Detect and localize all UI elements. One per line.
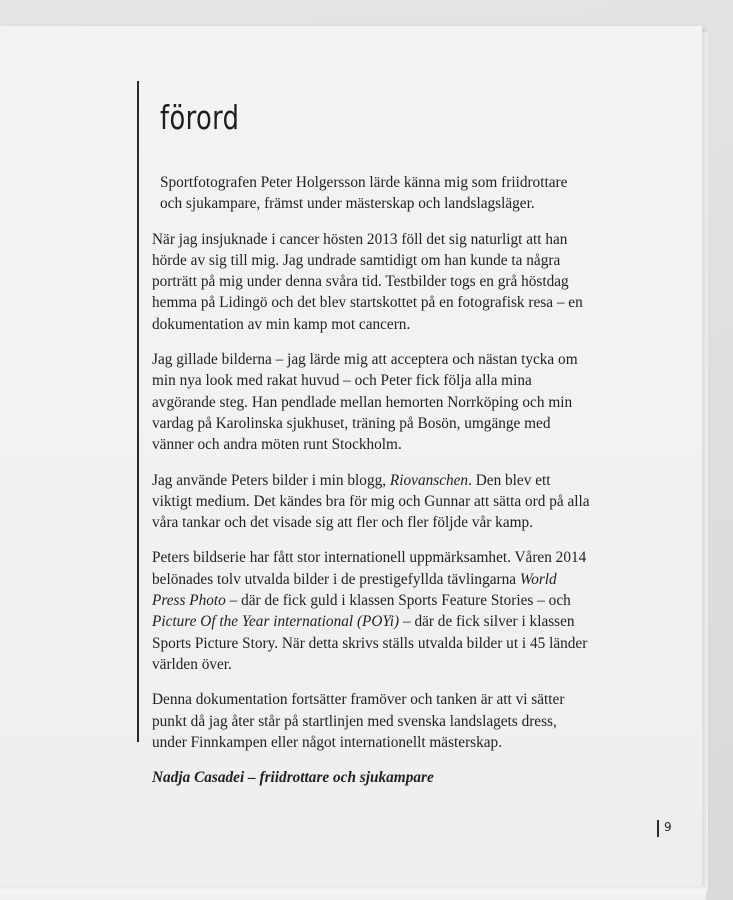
page-edge-right xyxy=(702,32,708,892)
page-number-bar xyxy=(657,820,659,837)
signature: Nadja Casadei – friidrottare och sjukampare xyxy=(152,769,434,787)
page-edge-bottom xyxy=(0,886,706,900)
paragraph-1: Sportfotografen Peter Holgersson lärde känna mig som friidrottare och sjukampare, främst under mästerskap och landslagsläger. xyxy=(160,174,568,213)
paragraph-4-text-end: . Den blev ett viktigt medium. Det kändes bra för mig och Gunnar att sätta ord på alla våra tankar och det visade sig att fler och fler följde vår kamp. xyxy=(152,471,590,532)
paragraph-6: Denna dokumentation fortsätter framöver och tanken är att vi sätter punkt då jag åter står på startlinjen med svenska landslagets dress, under Finnkampen eller något internationellt mästerskap. xyxy=(152,691,565,751)
vertical-rule xyxy=(137,81,139,742)
paragraph-5-text: Peters bildserie har fått stor internationell uppmärksamhet. Våren 2014 belönades tolv utvalda bilder i de prestigefyllda tävlingarna xyxy=(152,549,587,588)
paragraph-5-text-mid: – där de fick guld i klassen Sports Feature Stories – och xyxy=(225,592,571,610)
paragraph-2: När jag insjuknade i cancer hösten 2013 föll det sig naturligt att han hörde av sig till mig. Jag undrade samtidigt om han kunde ta några porträtt på mig under denna svåra tid. Testbilder togs en grå höstdag hemma på Lidingö och det blev startskottet på en fotografisk resa – en dokumentation av min kamp mot cancern. xyxy=(152,230,583,333)
paragraph-5-text-end: – där de fick silver i klassen Sports Picture Story. När detta skrivs ställs utvalda bilder ut i 45 länder världen över. xyxy=(152,613,588,673)
paragraph-3: Jag gillade bilderna – jag lärde mig att acceptera och nästan tycka om min nya look med rakat huvud – och Peter fick följa alla mina avgörande steg. Han pendlade mellan hemorten Norrköping och min vardag på Karolinska sjukhuset, träning på Bosön, umgänge med vänner och andra möten runt Stockholm. xyxy=(152,351,578,454)
paragraph-5 xyxy=(152,547,592,675)
page-number: 9 xyxy=(664,820,672,834)
blog-name: Riovanschen xyxy=(389,471,469,489)
contest-world-press-photo: World Press Photo xyxy=(152,570,557,610)
paragraph-4-text: Jag använde Peters bilder i min blogg, xyxy=(152,471,390,489)
body-text xyxy=(152,172,592,802)
page-heading: förord xyxy=(160,98,240,137)
contest-poyi: Picture Of the Year international (POYi) xyxy=(152,613,400,631)
paragraph-4 xyxy=(152,470,592,534)
